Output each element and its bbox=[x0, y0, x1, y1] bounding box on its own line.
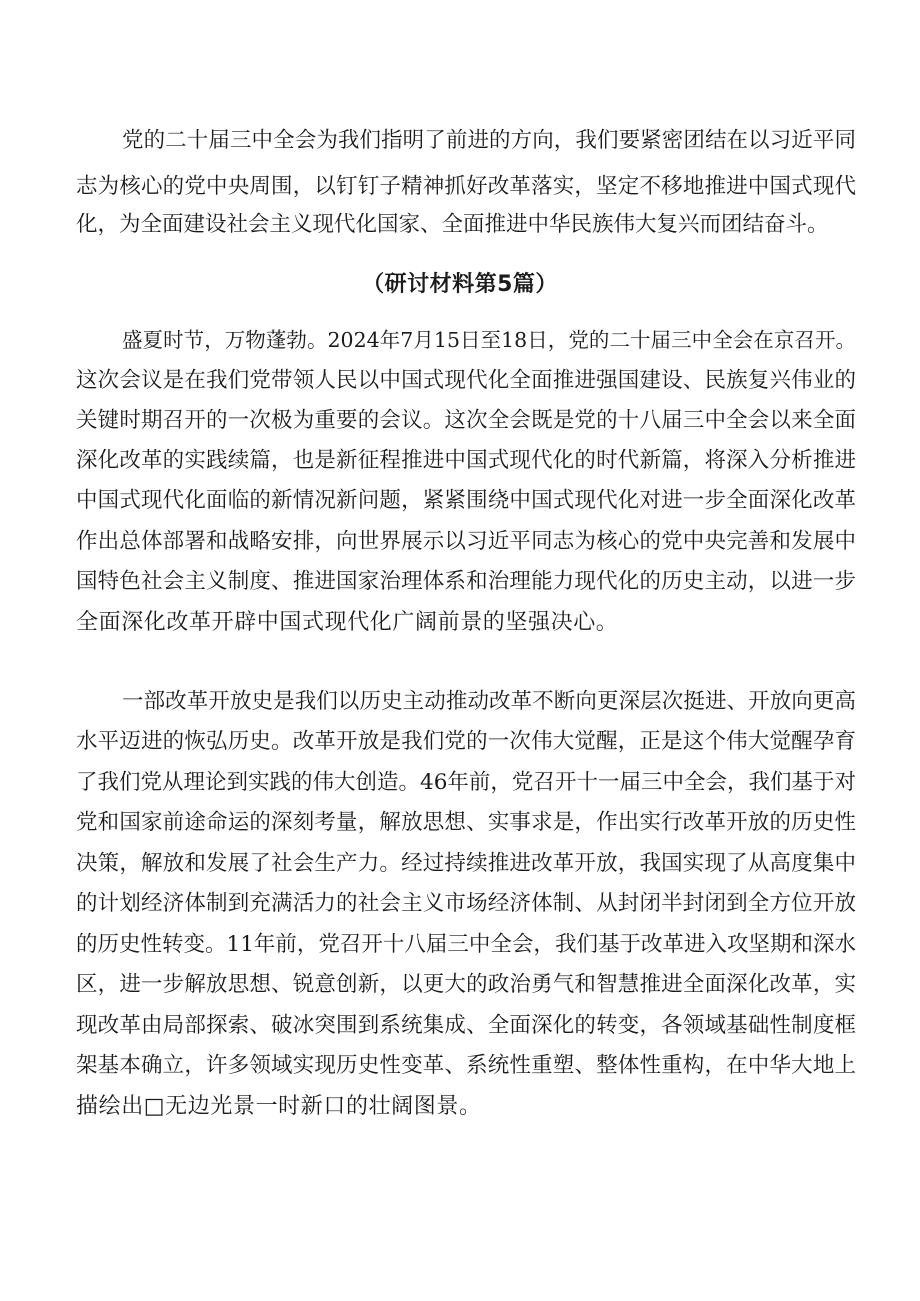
section-heading: （研讨材料第5篇） bbox=[362, 272, 558, 297]
paragraph-3-line: 了我们党从理论到实践的伟大创造。46年前，党召开十一届三中全会，我们基于对 bbox=[76, 770, 856, 795]
paragraph-2-line: 盛夏时节，万物蓬勃。2024年7月15日至18日，党的二十届三中全会在京召开。 bbox=[122, 328, 856, 352]
paragraph-2-line: 这次会议是在我们党带领人民以中国式现代化全面推进强国建设、民族复兴伟业的 bbox=[76, 368, 856, 393]
paragraph-3-line: 一部改革开放史是我们以历史主动推动改革不断向更深层次挺进、开放向更高 bbox=[122, 689, 856, 714]
paragraph-3-line: 水平迈进的恢弘历史。改革开放是我们党的一次伟大觉醒，正是这个伟大觉醒孕育 bbox=[76, 729, 856, 754]
paragraph-3-line: 决策，解放和发展了社会生产力。经过持续推进改革开放，我国实现了从高度集中 bbox=[76, 851, 856, 876]
paragraph-2-line: 国特色社会主义制度、推进国家治理体系和治理能力现代化的历史主动，以进一步 bbox=[76, 569, 856, 594]
paragraph-2-line: 关键时期召开的一次极为重要的会议。这次全会既是党的十八届三中全会以来全面 bbox=[76, 408, 856, 433]
paragraph-1-line: 志为核心的党中央周围，以钉钉子精神抓好改革落实，坚定不移地推进中国式现代 bbox=[76, 174, 856, 199]
paragraph-2-line: 作出总体部署和战略安排，向世界展示以习近平同志为核心的党中央完善和发展中 bbox=[76, 529, 856, 554]
paragraph-3-line: 党和国家前途命运的深刻考量，解放思想、实事求是，作出实行改革开放的历史性 bbox=[76, 810, 856, 835]
paragraph-3-line: 描绘出□无边光景一时新口的壮阔图景。 bbox=[76, 1094, 482, 1119]
paragraph-2-line: 全面深化改革开辟中国式现代化广阔前景的坚强决心。 bbox=[76, 610, 619, 635]
paragraph-3-line: 的历史性转变。11年前，党召开十八届三中全会，我们基于改革进入攻坚期和深水 bbox=[76, 932, 856, 957]
paragraph-3-line: 架基本确立，许多领域实现历史性变革、系统性重塑、整体性重构，在中华大地上 bbox=[76, 1053, 856, 1078]
paragraph-2-line: 中国式现代化面临的新情况新问题，紧紧围绕中国式现代化对进一步全面深化改革 bbox=[76, 488, 856, 513]
paragraph-3-line: 的计划经济体制到充满活力的社会主义市场经济体制、从封闭半封闭到全方位开放 bbox=[76, 891, 856, 916]
paragraph-1-line: 党的二十届三中全会为我们指明了前进的方向，我们要紧密团结在以习近平同 bbox=[122, 128, 856, 153]
paragraph-3-line: 区，进一步解放思想、锐意创新，以更大的政治勇气和智慧推进全面深化改革，实 bbox=[76, 972, 856, 997]
paragraph-1-line: 化，为全面建设社会主义现代化国家、全面推进中华民族伟大复兴而团结奋斗。 bbox=[76, 212, 829, 237]
paragraph-2-line: 深化改革的实践续篇，也是新征程推进中国式现代化的时代新篇，将深入分析推进 bbox=[76, 448, 856, 473]
paragraph-3-line: 现改革由局部探索、破冰突围到系统集成、全面深化的转变，各领域基础性制度框 bbox=[76, 1013, 856, 1038]
